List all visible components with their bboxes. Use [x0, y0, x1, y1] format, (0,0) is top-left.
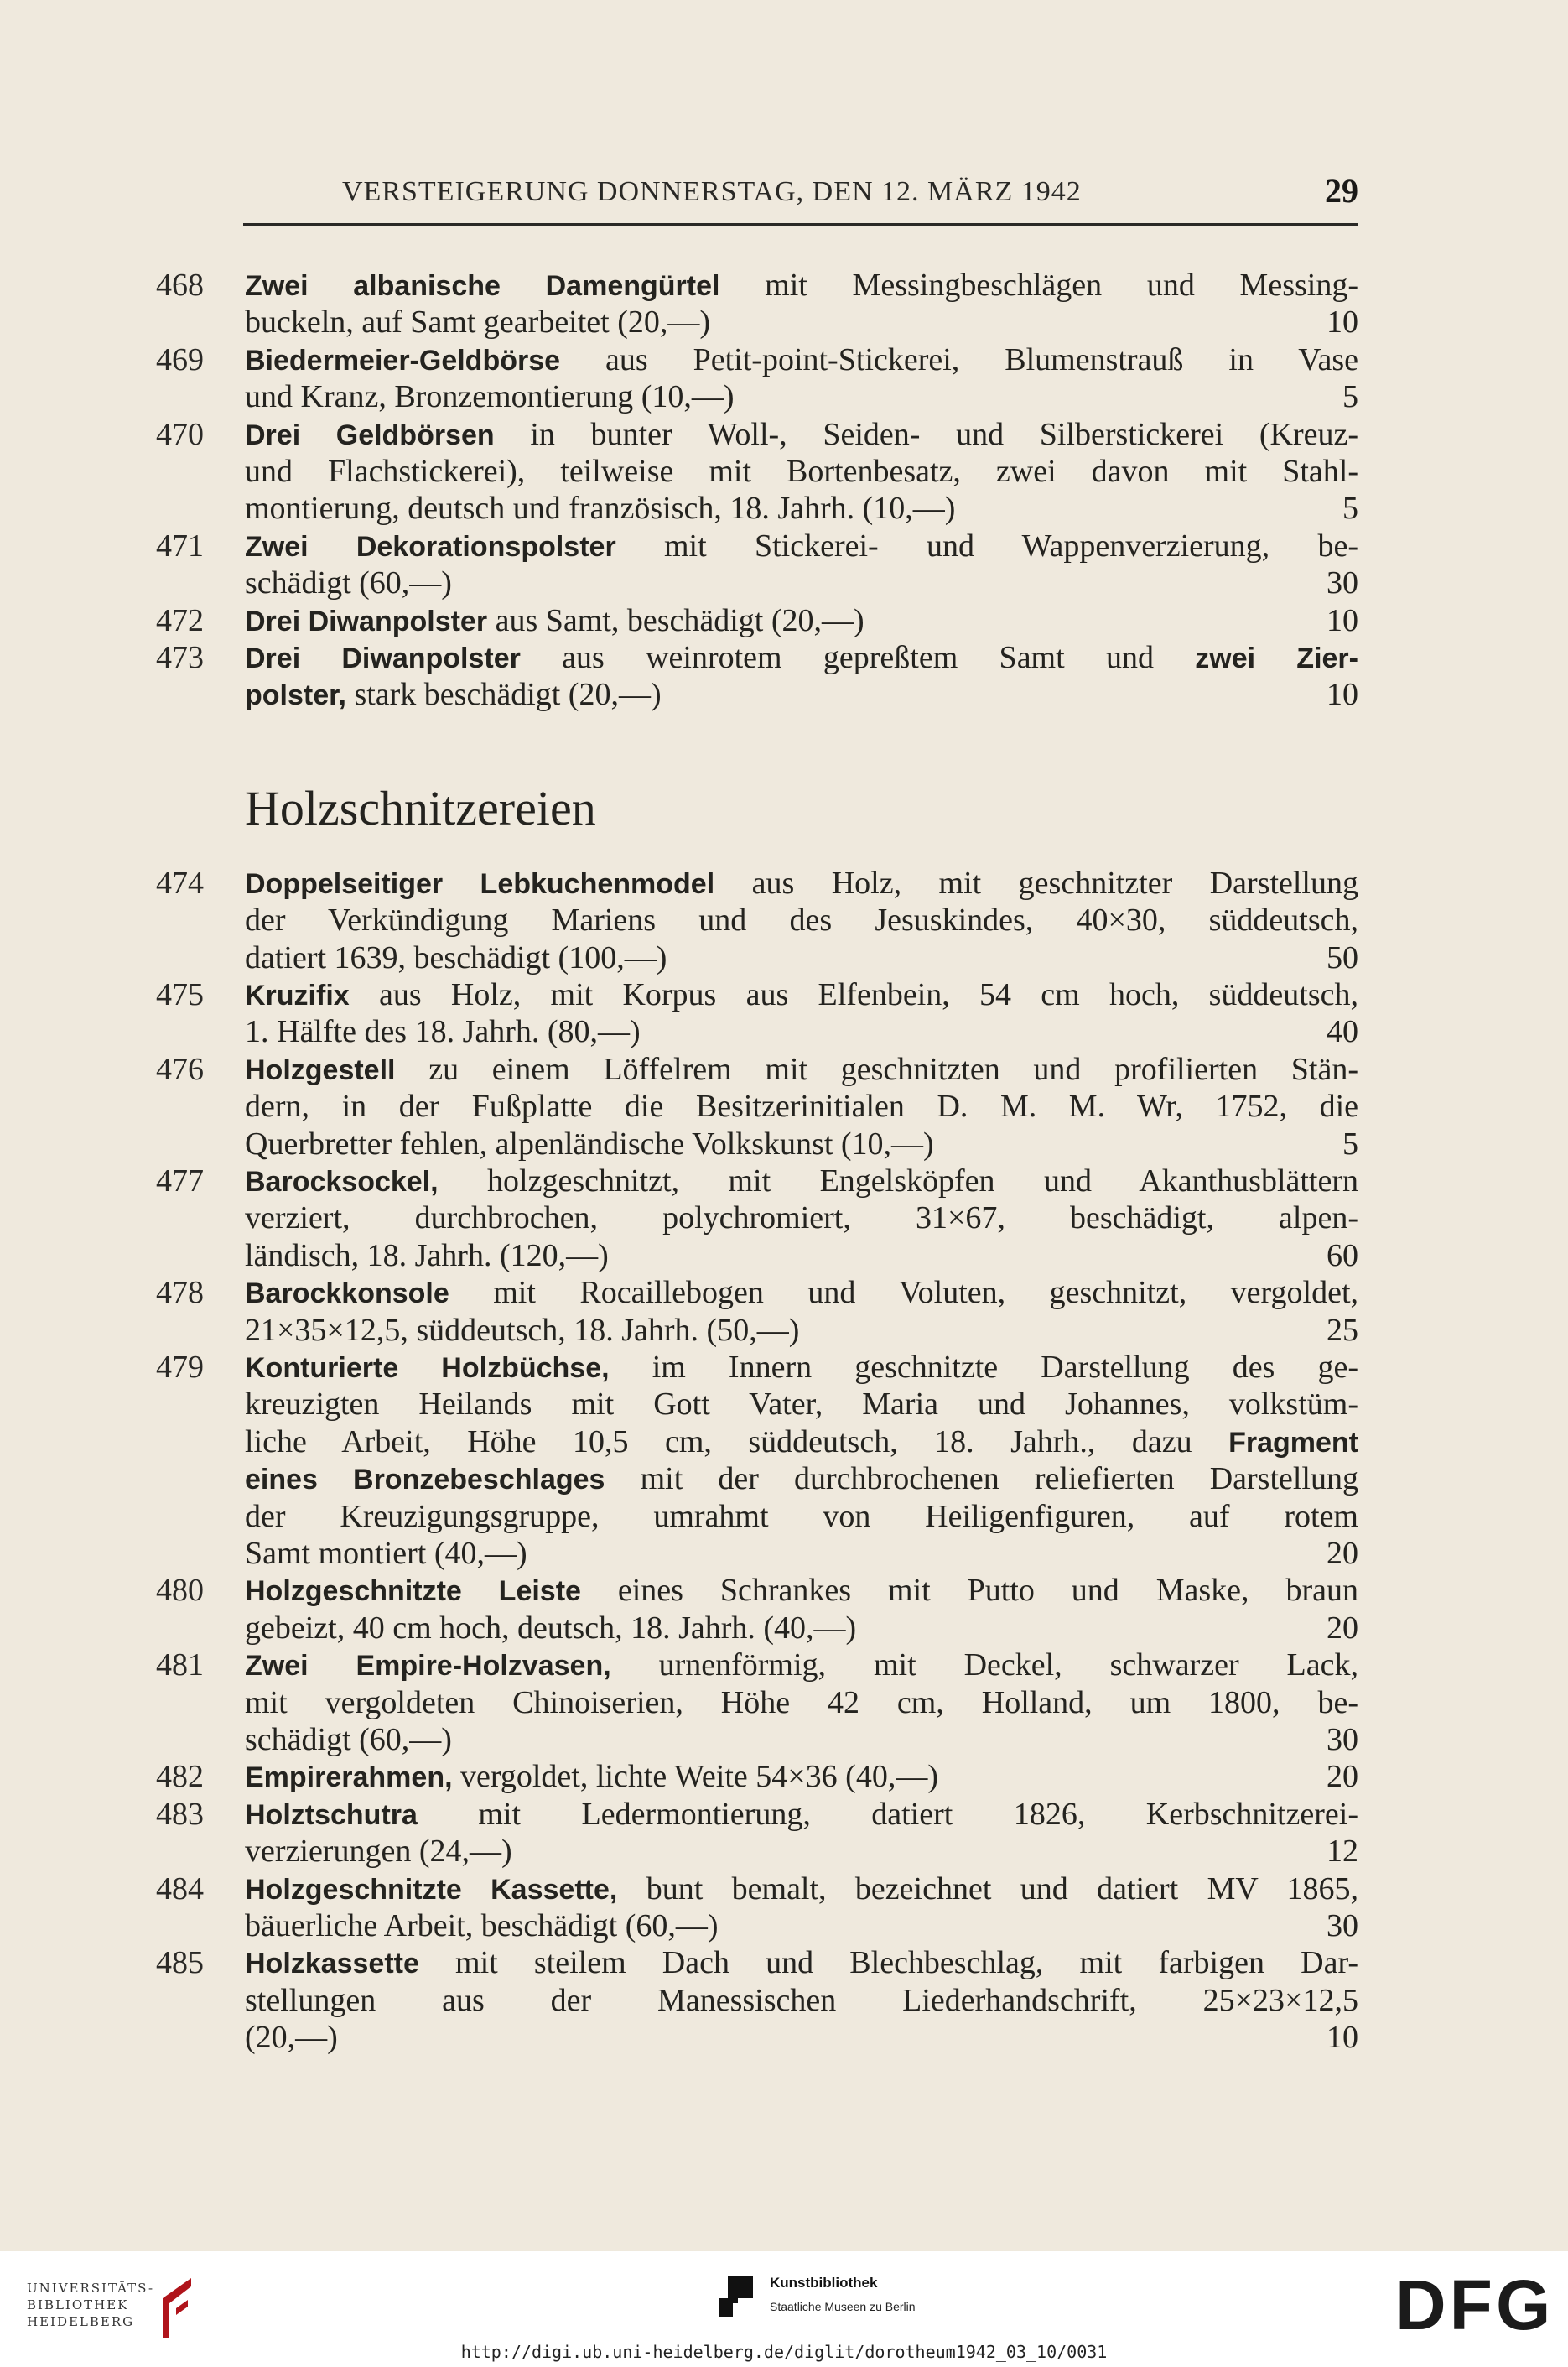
- entry-number: 481: [156, 1647, 204, 1683]
- university-logo: [27, 2275, 195, 2342]
- entry-line: [245, 976, 1358, 1013]
- entry-number: 474: [156, 865, 204, 901]
- lot-title: Drei Geldbörsen: [245, 419, 495, 451]
- entry-line: [245, 1982, 1358, 2019]
- entry-number: 471: [156, 528, 204, 564]
- university-name: UNIVERSITÄTS- BIBLIOTHEK HEIDELBERG: [27, 2281, 155, 2329]
- lot-estimate: 20: [1327, 1610, 1358, 1646]
- lot-description: dern, in der Fußplatte die Besitzerinitialen D. M. M. Wr, 1752, die: [245, 1089, 1358, 1125]
- header-rule: [243, 223, 1358, 226]
- lot-title: Holztschutra: [245, 1798, 418, 1831]
- entry-line: [245, 304, 1358, 341]
- university-mark-icon: [151, 2275, 195, 2342]
- entry-line: [245, 1088, 1358, 1125]
- entry-line: [245, 1013, 1358, 1050]
- entry-line: [245, 267, 1358, 304]
- lot-title: Barocksockel,: [245, 1166, 439, 1198]
- lot-description: im Innern geschnitzte Darstellung des ge-: [609, 1350, 1358, 1385]
- entry-line: [245, 1199, 1358, 1236]
- page-number: 29: [1325, 172, 1358, 210]
- entry-line: [245, 902, 1358, 939]
- lot-title: Barockkonsole: [245, 1277, 449, 1310]
- lot-title: Fragment: [1228, 1426, 1358, 1459]
- kunstbibliothek-mark-icon: [719, 2276, 756, 2317]
- entry-line: [245, 1460, 1358, 1497]
- lot-estimate: 30: [1327, 1722, 1358, 1757]
- lot-estimate: 60: [1327, 1237, 1358, 1273]
- section-title: Holzschnitzereien: [245, 781, 596, 835]
- lot-title: Holzgeschnitzte Kassette,: [245, 1873, 618, 1906]
- lot-title: Holzgeschnitzte Leiste: [245, 1575, 581, 1608]
- lot-estimate: 5: [1342, 379, 1358, 415]
- lot-description: Querbretter fehlen, alpenländische Volkskunst (10,—): [245, 1126, 934, 1162]
- lot-estimate: 30: [1327, 1908, 1358, 1943]
- lot-description: buckeln, auf Samt gearbeitet (20,—): [245, 304, 711, 341]
- lot-description: und Flachstickerei), teilweise mit Bortenbesatz, zwei davon mit Stahl-: [245, 454, 1358, 489]
- entry-line: [245, 1274, 1358, 1311]
- entry-line: [245, 1535, 1358, 1572]
- entry-number: 469: [156, 341, 204, 377]
- entry-line: [245, 1907, 1358, 1944]
- footer: [0, 2251, 1568, 2367]
- entry-line: [245, 341, 1358, 378]
- entry-number: 484: [156, 1870, 204, 1907]
- entry-line: [245, 1423, 1358, 1460]
- entry-line: [245, 1349, 1358, 1386]
- library-subtitle: Staatliche Museen zu Berlin: [770, 2300, 916, 2313]
- entry-line: [245, 1572, 1358, 1609]
- lot-estimate: 10: [1327, 304, 1358, 341]
- source-url[interactable]: http://digi.ub.uni-heidelberg.de/diglit/dorotheum1942_03_10/0031: [460, 2342, 1108, 2362]
- entry-line: [245, 1721, 1358, 1758]
- lot-description: aus Petit-point-Stickerei, Blumenstrauß in Vase: [560, 341, 1358, 377]
- lot-description: schädigt (60,—): [245, 1722, 452, 1757]
- lot-title: zwei Zier-: [1195, 642, 1358, 674]
- lot-estimate: 12: [1327, 1834, 1358, 1870]
- lot-description: der Verkündigung Mariens und des Jesuskindes, 40×30, süddeutsch,: [245, 903, 1358, 939]
- entry-number: 485: [156, 1945, 204, 1981]
- lot-description: urnenförmig, mit Deckel, schwarzer Lack,: [610, 1647, 1358, 1683]
- entry-number: 480: [156, 1573, 204, 1609]
- lot-description: 21×35×12,5, süddeutsch, 18. Jahrh. (50,—): [245, 1312, 800, 1348]
- lot-description: holzgeschnitzt, mit Engelsköpfen und Akanthusblättern: [438, 1163, 1358, 1199]
- entry-line: [245, 602, 1358, 639]
- lot-description: mit steilem Dach und Blechbeschlag, mit farbigen Dar-: [418, 1945, 1358, 1981]
- entry-line: [245, 1386, 1358, 1423]
- entry-number: 477: [156, 1163, 204, 1199]
- entry-line: [245, 865, 1358, 902]
- lot-description: schädigt (60,—): [245, 565, 452, 601]
- lot-estimate: 40: [1327, 1014, 1358, 1050]
- lot-title: Kruzifix: [245, 980, 350, 1012]
- entry-number: 468: [156, 268, 204, 303]
- lot-title: Drei Diwanpolster: [245, 642, 521, 674]
- lot-estimate: 20: [1327, 1759, 1358, 1795]
- entry-line: [245, 639, 1358, 676]
- lot-description: aus Holz, mit geschnitzter Darstellung: [714, 865, 1358, 901]
- dfg-logo: DFG: [1395, 2266, 1555, 2344]
- lot-description: mit Rocaillebogen und Voluten, geschnitzt, vergoldet,: [449, 1275, 1358, 1311]
- lot-description: in bunter Woll-, Seiden- und Silberstickerei (Kreuz-: [494, 416, 1358, 452]
- entry-number: 478: [156, 1275, 204, 1311]
- entry-number: 483: [156, 1796, 204, 1832]
- lot-description: verziert, durchbrochen, polychromiert, 31×67, beschädigt, alpen-: [245, 1200, 1358, 1236]
- entry-line: [245, 1126, 1358, 1163]
- lot-description: zu einem Löffelrem mit geschnitzten und profilierten Stän-: [395, 1051, 1358, 1087]
- entry-line: [245, 676, 1358, 713]
- entry-line: [245, 1833, 1358, 1870]
- entry-line: [245, 378, 1358, 415]
- lot-title: Empirerahmen,: [245, 1761, 453, 1794]
- lot-estimate: 30: [1327, 565, 1358, 601]
- entry-line: [245, 1796, 1358, 1833]
- entry-line: [245, 1870, 1358, 1907]
- lot-estimate: 5: [1342, 491, 1358, 527]
- lot-estimate: 25: [1327, 1312, 1358, 1348]
- lot-estimate: 50: [1327, 939, 1358, 975]
- entry-line: [245, 1163, 1358, 1199]
- lot-description: mit Messingbeschlägen und Messing-: [719, 268, 1359, 303]
- entry-line: [245, 1758, 1358, 1795]
- lot-description: aus Holz, mit Korpus aus Elfenbein, 54 cm hoch, süddeutsch,: [349, 977, 1358, 1012]
- lot-estimate: 20: [1327, 1536, 1358, 1571]
- lot-estimate: 5: [1342, 1126, 1358, 1162]
- lot-description: und Kranz, Bronzemontierung (10,—): [245, 379, 735, 415]
- lot-description: eines Schrankes mit Putto und Maske, braun: [580, 1573, 1358, 1609]
- entry-number: 472: [156, 602, 204, 638]
- lot-description: stark beschädigt (20,—): [345, 677, 662, 713]
- lot-title: Zwei albanische Damengürtel: [245, 270, 720, 302]
- entry-line: [245, 939, 1358, 976]
- running-header: [243, 171, 1358, 221]
- lot-title: Holzgestell: [245, 1053, 396, 1086]
- lot-description: mit der durchbrochenen reliefierten Darstellung: [605, 1461, 1358, 1497]
- library-name: Kunstbibliothek: [770, 2275, 878, 2291]
- lot-description: aus Samt, beschädigt (20,—): [487, 602, 864, 638]
- entry-line: [245, 1051, 1358, 1088]
- entry-line: [245, 1498, 1358, 1535]
- lot-description: aus weinrotem gepreßtem Samt und: [520, 640, 1196, 675]
- lot-description: mit vergoldeten Chinoiserien, Höhe 42 cm, Holland, um 1800, be-: [245, 1684, 1358, 1720]
- entry-number: 479: [156, 1350, 204, 1385]
- entry-line: [245, 453, 1358, 490]
- lot-title: polster,: [245, 679, 346, 712]
- lot-title: Holzkassette: [245, 1948, 419, 1980]
- lot-title: Konturierte Holzbüchse,: [245, 1352, 610, 1384]
- lot-estimate: 10: [1327, 2020, 1358, 2056]
- entry-number: 482: [156, 1759, 204, 1795]
- lot-description: gebeizt, 40 cm hoch, deutsch, 18. Jahrh. (40,—): [245, 1610, 857, 1646]
- entry-line: [245, 1646, 1358, 1683]
- lot-description: verzierungen (24,—): [245, 1834, 512, 1870]
- lot-description: stellungen aus der Manessischen Liederhandschrift, 25×23×12,5: [245, 1982, 1358, 2018]
- lot-title: Drei Diwanpolster: [245, 605, 488, 637]
- lot-description: Samt montiert (40,—): [245, 1536, 527, 1571]
- lot-description: liche Arbeit, Höhe 10,5 cm, süddeutsch, 18. Jahrh., dazu: [245, 1423, 1229, 1459]
- lot-description: mit Ledermontierung, datiert 1826, Kerbschnitzerei-: [417, 1796, 1358, 1832]
- entry-number: 470: [156, 416, 204, 452]
- lot-description: (20,—): [245, 2020, 338, 2056]
- running-title: VERSTEIGERUNG DONNERSTAG, DEN 12. MÄRZ 1942: [342, 176, 1082, 207]
- lot-description: 1. Hälfte des 18. Jahrh. (80,—): [245, 1014, 641, 1050]
- entry-line: [245, 1237, 1358, 1274]
- entry-line: [245, 564, 1358, 601]
- lot-description: bunt bemalt, bezeichnet und datiert MV 1865,: [617, 1870, 1358, 1907]
- entry-line: [245, 2019, 1358, 2056]
- lot-estimate: 10: [1327, 602, 1358, 638]
- entry-line: [245, 1944, 1358, 1981]
- lot-description: der Kreuzigungsgruppe, umrahmt von Heiligenfiguren, auf rotem: [245, 1498, 1358, 1534]
- lot-description: mit Stickerei- und Wappenverzierung, be-: [615, 528, 1358, 564]
- entry-number: 476: [156, 1051, 204, 1087]
- lot-title: Zwei Dekorationspolster: [245, 530, 616, 563]
- lot-description: bäuerliche Arbeit, beschädigt (60,—): [245, 1908, 719, 1943]
- lot-estimate: 10: [1327, 677, 1358, 713]
- lot-title: eines Bronzebeschlages: [245, 1464, 605, 1496]
- kunstbibliothek-logo: [719, 2271, 971, 2330]
- entry-number: 473: [156, 640, 204, 675]
- entry-line: [245, 528, 1358, 564]
- lot-description: kreuzigten Heilands mit Gott Vater, Maria und Johannes, volkstüm-: [245, 1386, 1358, 1423]
- lot-title: Biedermeier-Geldbörse: [245, 344, 561, 377]
- entry-line: [245, 416, 1358, 453]
- lot-description: montierung, deutsch und französisch, 18. Jahrh. (10,—): [245, 491, 956, 527]
- lot-description: datiert 1639, beschädigt (100,—): [245, 939, 667, 975]
- lot-description: ländisch, 18. Jahrh. (120,—): [245, 1237, 609, 1273]
- entry-line: [245, 1610, 1358, 1646]
- lot-description: vergoldet, lichte Weite 54×36 (40,—): [452, 1759, 938, 1795]
- entry-line: [245, 1312, 1358, 1349]
- entry-number: 475: [156, 977, 204, 1012]
- entry-line: [245, 1684, 1358, 1721]
- entry-line: [245, 490, 1358, 527]
- lot-title: Zwei Empire-Holzvasen,: [245, 1650, 611, 1683]
- lot-title: Doppelseitiger Lebkuchenmodel: [245, 867, 715, 900]
